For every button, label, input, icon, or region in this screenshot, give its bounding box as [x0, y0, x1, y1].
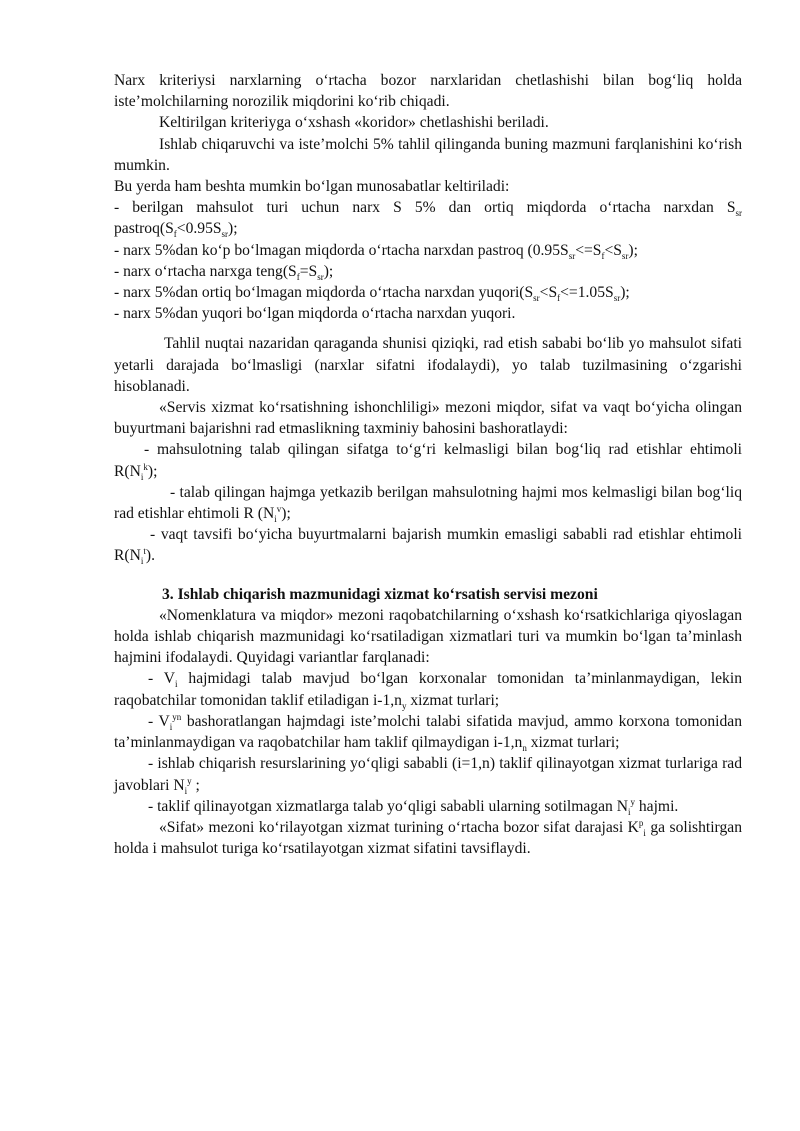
paragraph-corridor: Keltirilgan kriteriyga o‘xshash «koridor» chetlashishi beriladi.	[159, 114, 549, 132]
variant-item-2: - $V_i^{yn}$ bashoratlangan hajmdagi iste’molchi talabi sifatida mavjud, ammo korxona tomonidan ta’minlanmaydigan va raqobatchilar ham taklif qilmaydigan $i-1,n_n$ xizmat turlari;	[114, 711, 742, 754]
paragraph-reliability-criterion: «Servis xizmat ko‘rsatishning ishonchliligi» mezoni miqdor, sifat va vaqt bo‘yicha olingan buyurtmani bajarishni rad etmaslikning taxminiy bahosini bashoratlaydi:	[114, 399, 742, 438]
reliability-item-quality: - mahsulotning talab qilingan sifatga to‘g‘ri kelmasligi bilan bog‘liq rad etishlar ehtimoli $R(N_i^k)$;	[114, 441, 742, 482]
reliability-item-volume: - talab qilingan hajmga yetkazib berilgan mahsulotning hajmi mos kelmasligi bilan bog‘liq rad etishlar ehtimoli R $(N_i^v)$;	[114, 483, 742, 525]
paragraph-nomenclature-criterion: «Nomenklatura va miqdor» mezoni raqobatchilarning o‘xshash ko‘rsatkichlariga qiyoslagan holda ishlab chiqarish mazmunidagi ko‘rsatiladigan xizmatlari turi va mumkin bo‘lgan ta’minlash hajmini ifodalaydi. Quyidagi variantlar farqlanadi:	[114, 606, 742, 667]
paragraph-analysis: Tahlil nuqtai nazaridan qaraganda shunisi qiziqki, rad etish sababi bo‘lib yo mahsulot sifati yetarli darajada bo‘lmasligi (narxlar sifatni ifodalaydi), yo talab tuzilmasining o‘zgarishi hisoblanadi.	[114, 335, 742, 395]
relation-item-3: - narx o‘rtacha narxga $teng(S_f=S_{sr})$;	[114, 262, 334, 282]
relation-item-1: - berilgan mahsulot turi uchun narx S 5% dan ortiq miqdorda o‘rtacha narxdan $S_{sr}$ $pastroq(S_f<0.95S_{sr})$;	[114, 199, 742, 240]
reliability-item-time: - vaqt tavsifi bo‘yicha buyurtmalarni bajarish mumkin emasligi sababli rad etishlar ehtimoli $R(N_i^t)$.	[114, 526, 742, 567]
paragraph-five-relations: Bu yerda ham beshta mumkin bo‘lgan munosabatlar keltiriladi:	[114, 178, 510, 196]
variant-item-1: - $V_i$ hajmidagi talab mavjud bo‘lgan korxonalar tomonidan ta’minlanmaydigan, lekin raqobatchilar tomonidan taklif etiladigan $i-1,n_y$ xizmat turlari;	[114, 670, 742, 711]
document-page	[114, 70, 742, 859]
paragraph-quality-criterion: «Sifat» mezoni ko‘rilayotgan xizmat turining o‘rtacha bozor sifat darajasi $K^p_i$ ga solishtirgan holda i mahsulot turiga ko‘rsatilayotgan xizmat sifatini tavsiflaydi.	[114, 817, 742, 858]
variant-item-3: - ishlab chiqarish resurslarining yo‘qligi sababli (i=1,n) taklif qilinayotgan xizmat turlariga rad javoblari $N_i^y$ ;	[114, 755, 742, 796]
relation-item-5: - narx 5%dan yuqori bo‘lgan miqdorda o‘rtacha narxdan yuqori.	[114, 305, 516, 323]
section-3-heading: 3. Ishlab chiqarish mazmunidagi xizmat ko‘rsatish servisi mezoni	[162, 585, 598, 603]
variant-item-4: - taklif qilinayotgan xizmatlarga talab yo‘qligi sababli ularning sotilmagan $N_i^y$ hajmi.	[148, 796, 679, 817]
relation-item-2: - narx 5%dan ko‘p bo‘lmagan miqdorda o‘rtacha narxdan pastroq $(0.95S_{sr}<=S_f<S_{sr})$;	[114, 241, 638, 261]
paragraph-producer-consumer: Ishlab chiqaruvchi va iste’molchi 5% tahlil qilinganda buning mazmuni farqlanishini ko‘rish mumkin.	[114, 135, 742, 174]
relation-item-4: - narx 5%dan ortiq bo‘lmagan miqdorda o‘rtacha narxdan $yuqori(S_{sr}<S_f<=1.05S_{sr})$;	[114, 284, 630, 304]
paragraph-price-criterion: Narx kriteriysi narxlarning o‘rtacha bozor narxlaridan chetlashishi bilan bog‘liq holda iste’molchilarning norozilik miqdorini ko‘rib chiqadi.	[114, 72, 742, 111]
